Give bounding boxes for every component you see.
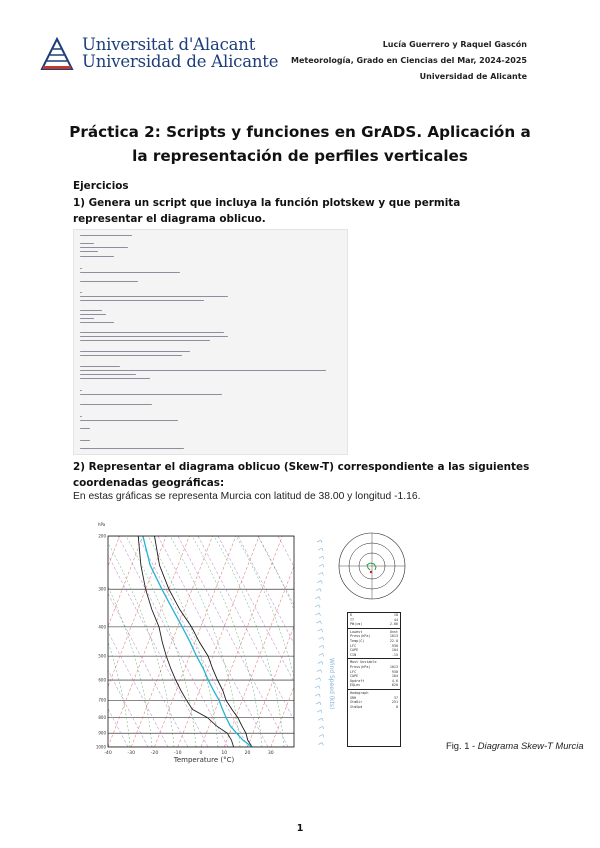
stats-separator	[348, 658, 400, 659]
question-2: 2) Representar el diagrama oblicuo (Skew-T) correspondiente a las siguientes coordenadas geográficas:	[73, 461, 530, 489]
stats-label: StmSpd	[350, 704, 363, 709]
wind-barb	[318, 548, 322, 550]
wind-barb-flag	[322, 662, 323, 665]
dry-adiabat	[158, 536, 268, 747]
hodograph	[339, 533, 405, 599]
exercises-heading: Ejercicios	[73, 180, 129, 192]
wind-barb-flag	[323, 637, 324, 640]
stats-label: StmDir	[350, 700, 363, 705]
wind-barb-flag	[323, 734, 324, 737]
wind-barb	[317, 540, 321, 542]
header-university: Universidad de Alicante	[419, 72, 527, 81]
figure-caption	[446, 738, 584, 754]
wind-barb-flag	[322, 743, 323, 746]
wind-barb	[317, 670, 321, 672]
dry-adiabat	[118, 536, 228, 747]
x-axis-label: Temperature (°C)	[173, 756, 235, 764]
logo-line-1: Universitat d'Alacant	[82, 35, 256, 54]
y-tick-500: 500	[98, 653, 106, 659]
stats-label: Press(hPa)	[350, 634, 371, 639]
stats-value: 4.6	[391, 678, 398, 683]
stats-label: PW(cm)	[350, 622, 363, 627]
page-title: Práctica 2: Scripts y funciones en GrADS. Aplicación a la representación de perfiles verticales	[69, 123, 531, 165]
moist-adiabat	[88, 533, 130, 747]
dry-adiabat	[178, 536, 288, 747]
stats-value: 37	[393, 695, 398, 700]
caption-prefix: Fig. 1 -	[446, 740, 478, 751]
wind-barb	[318, 572, 322, 574]
dry-adiabat	[98, 533, 208, 747]
stats-label: SRH	[350, 695, 357, 700]
wind-barb	[316, 621, 320, 623]
moist-adiabat	[148, 536, 218, 747]
stats-label: Most Unstable	[350, 660, 377, 665]
wind-barb-flag	[320, 621, 321, 624]
stats-label: CIN	[350, 652, 357, 657]
figure-description: En estas gráficas se representa Murcia con latitud de 38.00 y longitud -1.16.	[73, 491, 421, 502]
header-authors: Lucía Guerrero y Raquel Gascón	[382, 40, 527, 49]
wind-barb-flag	[323, 645, 324, 648]
wind-barb	[319, 564, 323, 566]
stats-value: Unst	[389, 629, 398, 634]
wind-barb	[316, 589, 320, 591]
y-tick-700: 700	[98, 697, 106, 703]
moist-adiabat	[170, 536, 240, 747]
y-tick-1000: 1000	[95, 744, 106, 750]
stats-row	[348, 653, 400, 658]
stats-value: 44	[393, 617, 398, 622]
wind-barb-flag	[319, 605, 320, 608]
series-dewpoint	[138, 536, 233, 747]
stats-value: -15	[391, 652, 398, 657]
wind-barb-flag	[321, 540, 322, 543]
logo-line-2: Universidad de Alicante	[82, 52, 279, 71]
stats-value: 22.0	[389, 638, 398, 643]
stats-label: Temp(C)	[350, 638, 365, 643]
wind-barb	[318, 629, 322, 631]
header-course: Meteorología, Grado en Ciencias del Mar, 2024-2025	[291, 56, 527, 65]
question-1: 1) Genera un script que incluya la función plotskew y que permita representar el diagrama oblicuo.	[73, 197, 461, 225]
wind-barb-flag	[320, 589, 321, 592]
stats-value: 104	[391, 648, 398, 653]
x-tick-0: 0	[199, 751, 203, 756]
dry-adiabat	[238, 536, 348, 747]
stats-value: 620	[391, 683, 398, 688]
stats-value: 104	[391, 674, 398, 679]
isotherm--40	[108, 536, 189, 747]
stats-label: K	[350, 613, 353, 617]
wind-barb-flag	[320, 702, 321, 705]
stats-value: 18	[393, 613, 398, 617]
moist-adiabat	[236, 536, 306, 747]
wind-barb	[318, 743, 322, 745]
isotherm--30	[131, 536, 212, 747]
wind-barb-flag	[319, 613, 320, 616]
wind-barb	[317, 581, 321, 583]
stats-label: Press(hPa)	[350, 664, 371, 669]
university-emblem-icon	[40, 35, 74, 71]
x-tick-20: 20	[244, 751, 251, 756]
wind-barb	[319, 637, 323, 639]
stats-value: 2.06	[389, 622, 398, 627]
x-tick--30: -30	[127, 751, 136, 756]
stats-value: 8	[395, 704, 398, 709]
stats-value: 251	[391, 700, 398, 705]
wind-barb	[316, 678, 320, 680]
x-tick--10: -10	[173, 751, 182, 756]
caption-text: Diagrama Skew-T Murcia	[477, 740, 584, 751]
stats-label: TT	[350, 617, 355, 622]
wind-barb-flag	[321, 581, 322, 584]
wind-barb-flag	[322, 718, 323, 721]
stats-label: LFC	[350, 643, 357, 648]
stats-separator	[348, 689, 400, 690]
page-number: 1	[296, 823, 304, 834]
x-tick-10: 10	[221, 751, 228, 756]
wind-barb-flag	[323, 726, 324, 729]
stats-value: 1013	[389, 664, 398, 669]
script-code-screenshot	[73, 229, 348, 455]
header-info	[291, 37, 527, 85]
stats-label: Updraft	[350, 678, 365, 683]
wind-barb	[318, 718, 322, 720]
stats-value: 1013	[389, 634, 398, 639]
wind-barb-flag	[319, 597, 320, 600]
stats-label: LFC	[350, 669, 357, 674]
wind-barb	[319, 734, 323, 736]
y-tick-300: 300	[98, 586, 106, 592]
moist-adiabat	[258, 536, 328, 747]
y-axis-label: hPa	[98, 522, 106, 527]
stats-label: EQLev	[350, 683, 361, 688]
wind-speed-label: Wind Speed (kts)	[328, 658, 335, 710]
wind-barb	[315, 686, 319, 688]
dry-adiabat	[218, 536, 328, 747]
isotherm-20	[248, 536, 329, 747]
wind-barb-flag	[321, 670, 322, 673]
stats-label: CAPE	[350, 674, 359, 679]
plot-frame	[108, 536, 294, 747]
stats-value: 930	[391, 669, 398, 674]
y-tick-900: 900	[98, 730, 106, 736]
wind-barb-flag	[320, 678, 321, 681]
wind-barb-flag	[323, 653, 324, 656]
stats-label: Lowest	[350, 629, 363, 634]
y-tick-600: 600	[98, 677, 106, 683]
y-tick-200: 200	[98, 533, 106, 539]
wind-barb	[318, 662, 322, 664]
isotherm--20	[155, 536, 236, 747]
stats-label: CAPE	[350, 648, 359, 653]
stats-separator	[348, 628, 400, 629]
wind-barb-flag	[322, 629, 323, 632]
wind-barb	[319, 645, 323, 647]
y-tick-800: 800	[98, 715, 106, 721]
dry-adiabat	[138, 536, 248, 747]
stats-row	[348, 705, 400, 710]
stats-label: Hodograph	[350, 690, 369, 695]
stability-indices-table	[347, 612, 401, 747]
wind-barb-flag	[319, 694, 320, 697]
moist-adiabat	[126, 536, 196, 747]
wind-barb	[317, 710, 321, 712]
y-tick-400: 400	[98, 624, 106, 630]
dry-adiabat	[88, 533, 148, 747]
wind-barb-flag	[319, 686, 320, 689]
wind-barb-flag	[323, 556, 324, 559]
stats-row	[348, 683, 400, 688]
wind-barb	[316, 702, 320, 704]
wind-barb	[315, 694, 319, 696]
wind-barbs	[315, 540, 324, 746]
wind-barb-flag	[321, 710, 322, 713]
university-logo	[40, 33, 290, 73]
wind-barb	[319, 726, 323, 728]
x-tick--20: -20	[150, 751, 159, 756]
wind-barb	[315, 605, 319, 607]
stats-row	[348, 622, 400, 627]
wind-barb	[319, 556, 323, 558]
wind-barb-flag	[323, 564, 324, 567]
isotherm-0	[201, 536, 282, 747]
wind-barb-flag	[322, 572, 323, 575]
stats-value: 930	[391, 643, 398, 648]
wind-barb-flag	[322, 548, 323, 551]
x-tick-30: 30	[267, 751, 274, 756]
wind-barb	[315, 597, 319, 599]
wind-barb	[315, 613, 319, 615]
wind-barb	[319, 653, 323, 655]
x-tick--40: -40	[104, 751, 112, 756]
isotherm--80	[88, 536, 96, 747]
